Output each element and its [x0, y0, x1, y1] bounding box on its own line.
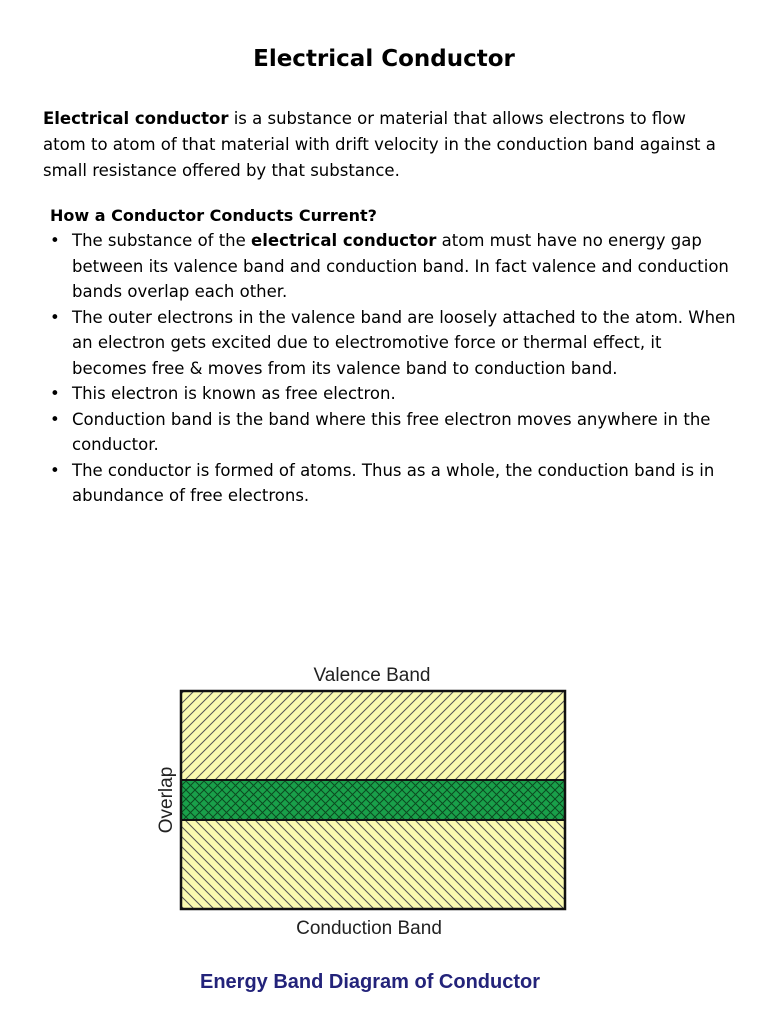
- intro-text: is a substance or material that allows electrons to flow atom to atom of that material with drift velocity in the conduction band against a small resistance offered by that substance.: [43, 109, 716, 180]
- bullet-text: atom must have no energy gap between its valence band and conduction band. In fact valence and conduction bands overlap each other.: [72, 231, 729, 301]
- bullet-item: [46, 407, 736, 458]
- bullet-text: The outer electrons in the valence band are loosely attached to the atom. When an electron gets excited due to electromotive force or thermal effect, it becomes free & moves from its valence band to conduction band.: [72, 307, 736, 378]
- bullet-symbol: •: [50, 231, 60, 250]
- bullet-item: [46, 228, 736, 305]
- bullet-symbol: •: [50, 307, 60, 327]
- intro-paragraph: [43, 106, 733, 184]
- bullet-text: Conduction band is the band where this free electron moves anywhere in the conductor.: [72, 409, 711, 454]
- intro-term: Electrical conductor: [43, 109, 229, 128]
- bullet-item: [46, 305, 736, 382]
- bullet-bold-term: electrical conductor: [251, 231, 437, 250]
- overlap-label: Overlap: [156, 766, 177, 834]
- bullet-symbol: •: [50, 384, 60, 403]
- valence-band-label: Valence Band: [313, 665, 431, 686]
- diagram-caption: Energy Band Diagram of Conductor: [199, 971, 541, 993]
- overlap-band-hatch: [181, 780, 565, 820]
- bullet-text: This electron is known as free electron.: [72, 384, 396, 403]
- bullet-item: [46, 458, 736, 509]
- bullet-text: The conductor is formed of atoms. Thus as a whole, the conduction band is in abundance of free electrons.: [72, 460, 715, 505]
- page-title: Electrical Conductor: [253, 46, 515, 72]
- bullet-symbol: •: [50, 409, 60, 429]
- bullet-item: [46, 381, 736, 407]
- bullet-list: [46, 228, 736, 509]
- conduction-band-label: Conduction Band: [296, 918, 442, 939]
- conduction-band-hatch: [181, 819, 565, 909]
- bullet-text: The substance of the: [72, 231, 252, 250]
- energy-band-diagram: [150, 655, 590, 955]
- bullet-symbol: •: [50, 460, 60, 480]
- section-heading: How a Conductor Conducts Current?: [50, 206, 377, 225]
